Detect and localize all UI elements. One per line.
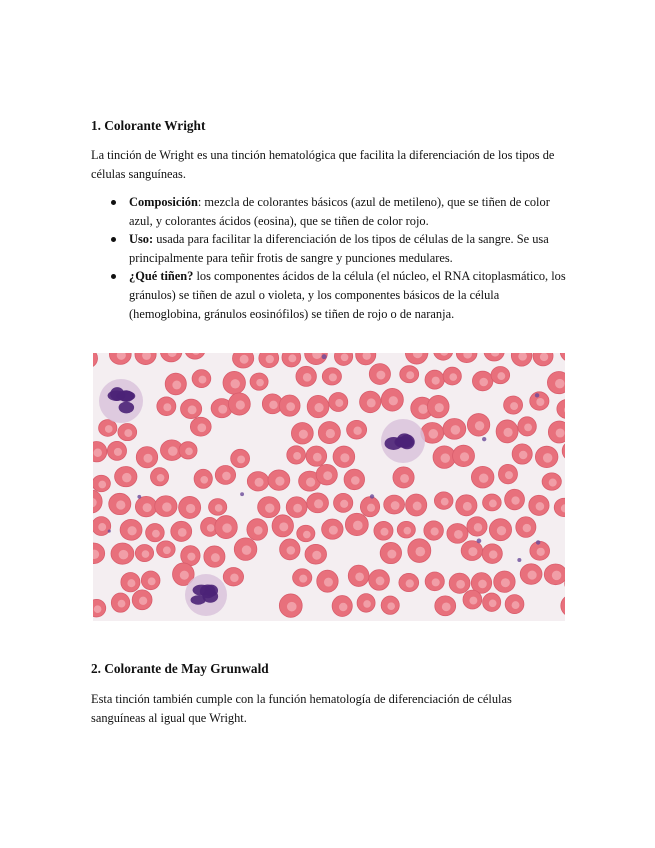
red-blood-cell-center (124, 429, 132, 437)
red-blood-cell-center (428, 429, 438, 439)
red-blood-cell-center (441, 453, 450, 462)
red-blood-cell-center (329, 373, 337, 381)
red-blood-cell-center (254, 526, 263, 535)
bullet-que-tinen (91, 267, 571, 323)
red-blood-cell-center (503, 428, 512, 437)
red-blood-cell-center (172, 381, 181, 390)
section-1-heading: 1. Colorante Wright (91, 118, 206, 133)
red-blood-cell-center (303, 373, 312, 382)
red-blood-cell-center (286, 402, 295, 411)
red-blood-cell-center (556, 428, 565, 437)
red-blood-cell-center (418, 404, 428, 414)
red-blood-cell-center (222, 523, 231, 532)
red-blood-cell-center (489, 599, 497, 607)
red-blood-cell-center (540, 353, 548, 361)
white-blood-cell-nucleus-lobe (110, 387, 124, 401)
red-blood-cell-center (363, 600, 371, 608)
red-blood-cell-center (139, 597, 147, 605)
red-blood-cell-center (460, 452, 469, 461)
red-blood-cell-center (340, 500, 348, 508)
red-blood-cell-center (313, 453, 322, 462)
red-blood-cell-center (432, 578, 440, 586)
red-blood-cell-center (355, 572, 364, 581)
red-blood-cell-center (341, 353, 349, 361)
white-blood-cell-nucleus-lobe (119, 402, 135, 414)
white-blood-cell-nucleus-lobe (202, 590, 218, 603)
red-blood-cell-center (143, 503, 152, 512)
red-blood-cell-center (222, 472, 231, 481)
red-blood-cell-center (279, 522, 288, 531)
red-blood-cell-center (266, 355, 274, 363)
red-blood-cell-center (519, 451, 527, 459)
red-blood-cell-center (474, 523, 482, 531)
bullet-composicion (91, 193, 571, 230)
red-blood-cell-center (406, 579, 414, 587)
red-blood-cell-center (435, 403, 444, 412)
red-blood-cell-center (479, 378, 488, 387)
red-blood-cell-center (549, 479, 557, 487)
platelet (517, 558, 521, 562)
red-blood-cell-center (299, 575, 307, 583)
red-blood-cell-center (323, 471, 332, 480)
platelet (482, 437, 486, 441)
red-blood-cell-center (501, 578, 510, 587)
red-blood-cell-center (400, 474, 409, 483)
red-blood-cell-center (376, 371, 385, 380)
red-blood-cell-center (536, 502, 545, 511)
red-blood-cell-center (197, 423, 206, 432)
red-blood-cell-center (449, 373, 457, 381)
bullet-dot-icon (111, 274, 116, 279)
red-blood-cell-center (237, 456, 245, 464)
red-blood-cell-center (255, 478, 264, 487)
red-blood-cell-center (432, 377, 440, 385)
red-blood-cell-center (127, 579, 135, 587)
red-blood-cell-center (489, 550, 498, 559)
red-blood-cell-center (415, 547, 425, 557)
red-blood-cell-center (353, 427, 361, 435)
bullet-text: los componentes ácidos de la célula (el núcleo, el RNA citoplasmático, los gránulos) se tiñen de azul o violeta, y los componentes básicos de la célula (hemoglobina, gránulos eosinófilos) se tiñen de rojo o de naranja. (129, 269, 566, 321)
red-blood-cell-center (122, 473, 131, 482)
bullet-term: ¿Qué tiñen? (129, 269, 194, 284)
red-blood-cell-center (98, 523, 106, 531)
red-blood-cell-center (339, 603, 347, 611)
red-blood-cell-center (152, 530, 160, 538)
red-blood-cell-center (114, 448, 122, 456)
red-blood-cell-center (391, 501, 400, 510)
red-blood-cell-center (456, 580, 465, 589)
red-blood-cell-center (218, 405, 227, 414)
red-blood-cell-center (240, 355, 249, 364)
bullet-uso (91, 230, 571, 267)
red-blood-cell-center (536, 398, 544, 406)
red-blood-cell-center (340, 453, 349, 462)
blood-smear-illustration (93, 353, 565, 621)
red-blood-cell-center (552, 571, 562, 581)
red-blood-cell-center (168, 446, 177, 455)
red-blood-cell-center (163, 403, 171, 411)
section-2-heading: 2. Colorante de May Grunwald (91, 661, 269, 676)
red-blood-cell-center (157, 474, 165, 482)
red-blood-cell-center (523, 524, 531, 532)
bullet-text: usada para facilitar la diferenciación de los tipos de células de la sangre. Se usa principalmente para teñir frotis de sangre y punciones medulares. (129, 232, 549, 265)
red-blood-cell-center (275, 477, 284, 486)
platelet (536, 540, 540, 544)
bullet-dot-icon (111, 200, 116, 205)
red-blood-cell-center (367, 398, 376, 407)
red-blood-cell-center (293, 452, 301, 460)
red-blood-cell-center (200, 476, 208, 484)
red-blood-cell-center (180, 571, 189, 580)
red-blood-cell-center (387, 602, 395, 610)
red-blood-cell-center (351, 476, 360, 485)
platelet (477, 539, 482, 544)
red-blood-cell-center (324, 578, 333, 587)
red-blood-cell-center (314, 499, 323, 508)
platelet (370, 494, 374, 498)
bullet-text: : mezcla de colorantes básicos (azul de metileno), que se tiñen de color azul, y colorantes ácidos (eosina), que se tiñen de color rojo. (129, 195, 550, 228)
red-blood-cell-center (497, 372, 505, 380)
red-blood-cell-center (256, 379, 264, 387)
red-blood-cell-center (306, 477, 315, 486)
red-blood-cell-center (293, 504, 302, 513)
red-blood-cell-center (380, 528, 388, 536)
red-blood-cell-center (454, 530, 463, 539)
red-blood-cell-center (497, 526, 506, 535)
red-blood-cell-center (387, 550, 396, 559)
red-blood-cell-center (162, 502, 171, 511)
red-blood-cell-center (326, 429, 335, 438)
red-blood-cell-center (94, 448, 102, 456)
section-1-intro: La tinción de Wright es una tinción hematológica que facilita la diferenciación de los tipos de células sanguíneas. (91, 148, 555, 181)
red-blood-cell-center (118, 600, 126, 608)
red-blood-cell-center (148, 577, 156, 585)
red-blood-cell-center (143, 454, 152, 463)
red-blood-cell-center (242, 545, 251, 554)
red-blood-cell-center (329, 526, 338, 535)
red-blood-cell-center (512, 601, 520, 609)
red-blood-cell-center (186, 504, 195, 513)
red-blood-cell-center (188, 405, 197, 414)
section-1-bullet-list (91, 193, 571, 323)
red-blood-cell-center (479, 473, 488, 482)
red-blood-cell-center (406, 371, 414, 379)
red-blood-cell-center (127, 526, 136, 535)
red-blood-cell-center (367, 504, 375, 512)
red-blood-cell-center (163, 546, 171, 554)
red-blood-cell-center (231, 379, 240, 388)
red-blood-cell-center (94, 605, 102, 613)
red-blood-cell-center (105, 425, 113, 433)
bullet-dot-icon (111, 237, 116, 242)
red-blood-cell-center (303, 531, 311, 539)
red-blood-cell-center (142, 550, 150, 558)
red-blood-cell-center (230, 573, 239, 582)
red-blood-cell-center (376, 577, 385, 586)
red-blood-cell-center (265, 503, 274, 512)
red-blood-cell-center (185, 448, 193, 456)
red-blood-cell-center (451, 425, 461, 435)
red-blood-cell-center (441, 498, 449, 506)
red-blood-cell-center (403, 527, 411, 535)
red-blood-cell-center (528, 570, 537, 579)
red-blood-cell-center (211, 553, 220, 562)
red-blood-cell-center (187, 553, 195, 561)
red-blood-cell-center (287, 546, 296, 555)
red-blood-cell-center (269, 401, 277, 409)
red-blood-cell-center (288, 354, 296, 362)
red-blood-cell-center (353, 521, 363, 531)
red-blood-cell-center (299, 430, 308, 439)
red-blood-cell-center (236, 400, 245, 409)
red-blood-cell-center (463, 502, 472, 511)
red-blood-cell-center (431, 527, 439, 535)
platelet (535, 393, 539, 397)
red-blood-cell-center (555, 379, 565, 389)
section-2-intro: Esta tinción también cumple con la función hematología de diferenciación de células sanguíneas al igual que Wright. (91, 692, 512, 725)
red-blood-cell-center (312, 551, 321, 560)
platelet (240, 492, 244, 496)
red-blood-cell-center (116, 500, 125, 509)
red-blood-cell-center (475, 421, 484, 430)
red-blood-cell-center (413, 502, 422, 511)
red-blood-cell-center (489, 500, 497, 508)
red-blood-cell-center (442, 602, 451, 611)
red-blood-cell-center (119, 550, 129, 560)
red-blood-cell-center (468, 547, 477, 556)
red-blood-cell-center (537, 548, 545, 556)
red-blood-cell-center (510, 402, 518, 410)
red-blood-cell-center (478, 580, 487, 589)
red-blood-cell-center (178, 528, 187, 537)
bullet-term: Uso: (129, 232, 154, 247)
red-blood-cell-center (543, 453, 552, 462)
red-blood-cell-center (314, 403, 323, 412)
white-blood-cell-nucleus-lobe (397, 433, 413, 447)
red-blood-cell-center (287, 602, 297, 612)
red-blood-cell-center (505, 471, 513, 479)
blood-smear-image (93, 353, 565, 621)
platelet (108, 530, 111, 533)
red-blood-cell-center (98, 481, 106, 489)
red-blood-cell-center (335, 399, 343, 407)
platelet (322, 354, 327, 359)
red-blood-cell-center (207, 524, 215, 532)
red-blood-cell-center (199, 376, 207, 384)
red-blood-cell-center (469, 597, 477, 605)
red-blood-cell-center (524, 423, 532, 431)
red-blood-cell-center (215, 504, 223, 512)
red-blood-cell-center (511, 496, 519, 504)
white-blood-cell (99, 379, 143, 423)
bullet-term: Composición (129, 195, 198, 209)
platelet (137, 495, 141, 499)
red-blood-cell-center (389, 396, 398, 405)
